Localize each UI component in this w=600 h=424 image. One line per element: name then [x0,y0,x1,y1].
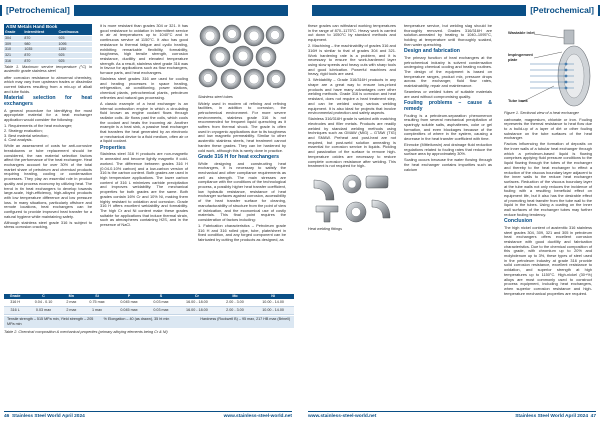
website-url[interactable]: www.stainless-steel-world.net [223,414,292,419]
list-item: 3. Best material selection; [4,132,49,138]
heading-grade-316h: Grade 316 H for heat exchangers [198,153,280,160]
table2-header: Mo [218,294,253,299]
table2-header: Ni [252,294,294,299]
table1-caption: Table 1. Maximum service temperature (°C) in austenitic grade stainless steel [4,64,92,74]
table-cell: 870 [23,53,57,59]
table2-caption: Table 2. Chemical composition & mechanical properties (primary alloying elements being Cr & Ni) [4,330,168,334]
paragraph: Einmcke (Mitteilunsln) and drainage fluid reduction regulations related to fouling rates that reduce the surface area by approximately 30%. [404,142,492,157]
website-url[interactable]: www.stainless-steel-world.net [308,414,377,419]
table-cell: 2 max [61,307,82,315]
page-number: 46 [4,414,10,419]
heading-design-fabrication: Design and fabrication [404,48,460,55]
right-footer-mag-page [515,414,596,419]
paragraph: Stainless steel grades 316 are used for cooling and heating processes in space heating, refrigeration, air conditioning, power stations, chemical plants, petrochemical plants, petroleum refineries and natural gas processing. [100,76,188,100]
mech-tensile: Tensile strength – 515 MPa min, Yield strength – 205 MPa min [7,317,94,326]
table-cell: 1 max [82,307,112,315]
table2 [4,294,294,335]
paragraph: A classic example of a heat exchanger is an internal combustion engine in which a circulating fluid known as engine coolant flows through radiator coils. Air flows past the coils, which cools the coolant and heats the incoming air. Another example is a heat sink, a passive heat exchanger that transfers the heat generated by an electronic or mechanical device to a fluid medium, often air or a liquid coolant. [100,100,189,144]
heading-properties: Properties [100,144,126,151]
table2-header: Grade [4,294,26,299]
paragraph: Widely used in modern oil refining and refining facilities, in addition to corrosion, the petrochemical environment. For more severe environments, stainless grade 316 is not recommended for frequent liquid quenching as it suffers from thermal shock. The grade is often used in cryogenic applications due to its toughness and low magnetic permeability. Similar to other austenitic stainless steels, heat treatment cannot harden these grades. They can be hardened by cold work, although this is rarely done in practice. [198,100,286,153]
table-cell: 1035 [23,47,57,53]
heading-conclusion: Conclusion [504,218,533,225]
paragraph: 1. Fabrication characteristics – Petroleum grade 316 H and 316 rolled pipe, tube, plate/sheet in fixed condition, and any forged component can be fabricated by cutting the products as designed, as [198,222,286,243]
paragraph: The primary function of heat exchangers at the petrochemical industry is solvent condensation undergoing chemical cooling and heating routines. The design of the equipment is based on temperature ranges, product mix, pressure drops across the exchanger, fluid flow rates, maintainability, repair and maintenance. [404,54,492,89]
paragraph: Scaling occurs because the water flowing through the heat exchanger contains impurities such as calcium [404,157,492,172]
table-cell: 925 [58,58,92,63]
table-cell: 309 [4,41,23,47]
left-column-2 [100,24,188,229]
table-cell: 925 [58,35,92,41]
table-row [4,299,294,307]
table-cell: 2 max [61,299,82,307]
table-cell: 0.04 - 0.10 [26,299,61,307]
paragraph: offer corrosion resistance to abnormal chemistry, which may vary from upstream trades or dissimilar current failures resulting from a mix-up of alkali and lube fluids. [4,74,92,94]
welding-fittings-photo [308,170,396,226]
table1-title: ASM Metals Hand Book [4,24,92,30]
composition-table [4,294,294,315]
table-cell: 16.00 - 18.00 [176,299,218,307]
left-column-3 [198,24,286,244]
table-cell: 10.00 - 14.00 [252,299,294,307]
paragraph: Stainless steel 316 H products are non-magnetic in annealed and become lightly magnetic if cold-worked. The difference between grades 316 H (0.04-0.10% carbon) and a low-carbon version of 316 is the carbon content. Both grades are used in high temperature applications. The lower carbon content of 316 L minimizes carbide precipitation and improves weldability. The mechanical properties for both grades are the same. Both grades contain 16% Cr and 10% Ni, making them highly resistant to oxidation and corrosion. Grade 316 H offers excellent weldability and formability. The high Cr and Ni content make these grades suitable for applications that induce thermal strain, such as atmospheres containing H2S, and in the presence of NaCl. [100,151,188,228]
table-cell: 10.00 - 14.00 [252,307,294,315]
table1 [4,30,92,64]
paragraph: A general procedure for identifying the most appropriate material for a heat exchanger application would consider the following: [4,107,92,123]
left-column-1 [4,24,92,231]
table1-header: Continuous [58,30,92,35]
table-cell: 16.00 - 18.00 [176,307,218,315]
paragraph: Factors influencing the formation of deposits on the inner walls of a tubular heat exchanger through which a petroleum-based liquid is flowing comprises applying fluid pressure conditions to the liquid flowing through the tubes of the exchanger and thereby to the heat exchanger to effect a reduction of the viscous boundary layer adjacent to the inner walls to the reduce heat exchanger surfaces. Reduction of the viscous boundary layer at the tube walls not only reduces the incidence of fouling with a resulting beneficial effect on equipment life, but it also has the desirable effect of promoting heat transfer from the tube wall to the liquid in the tubes. Using a coating on the inner wall surfaces of the exchanger tubes may further reduce fouling tendency. [504,141,592,217]
table-cell: 316 H [4,299,26,307]
table-cell: 1150 [58,47,92,53]
page-number: 47 [590,414,596,419]
table2-header: C [26,294,61,299]
paragraph: Although stainless steel grade 316 is subject to stress corrosion cracking, [4,219,92,230]
right-column-3 [504,24,592,298]
heading-material-selection: Material selection for heat exchangers [4,95,92,107]
table2-header: Mn [61,294,82,299]
mech-elongation: % Elongation – 40 (as drawn), 35 ht min [103,317,170,321]
table1-header: Intermittent [23,30,57,35]
heat-exchanger-diagram [504,24,592,110]
table-cell: 316 [4,58,23,63]
list-item: 2. Strategy evaluation; [4,127,43,133]
table-cell: 0.045 max [112,307,146,315]
magazine-name: Stainless Steel World April 2024 [515,414,588,419]
right-column-2 [404,24,492,174]
figure-caption: Figure 1. Sectional view of a heat exchanger [504,111,579,115]
table2-header: P [112,294,146,299]
section-label: [Petrochemical] [2,5,74,16]
table-cell: 321 [4,53,23,59]
mech-hardness: Hardness (Rockwell B) – 95 max, 217 HB max (Brinell) [200,317,291,321]
table-cell: 870 [23,58,57,63]
table-cell: 980 [23,41,57,47]
paragraph: While an assessment of costs for anti-corrosive breakdowns or tube replacement should be considered, the raw material selection factors affect the performance of the heat exchanger. Heat exchangers account for over 30% of the total market share of petroleum and chemical products requiring heating, cooling or condensation processes. They play an essential role in product quality and process economy by utilizing heat. The trend in tin heat exchangers to develop towards large-scale, high-efficiency, high-alloyed products with low temperature difference and low pressure loss. In many situations, particularly offshore and remote locations, heat exchangers can be configured to provide improved heat transfer for a natural hygiene while maintaining safety. [4,143,92,219]
table-cell: 0.03 max [26,307,61,315]
paragraph: 3. Weldability – Grade 316/316H products in any shape are a great way to ensure low-priced products and have many advantages over other welding methods. Grade 316 is corrosion and heat resistant, does not require a heat treatment step, and can be welded using various welding equipment. It is also ideal for projects that involve environmental protection and safety aspects. [308,77,396,116]
stainless-tubes-photo [198,24,286,94]
table-cell: 304 [4,35,23,41]
table-cell: 310 [4,47,23,53]
magazine-name: Stainless Steel World April 2024 [12,414,85,419]
paragraph: carbonate, magnesium, chloride or iron. Fouling represents the thermal resistance to heat flow due to a build-up of a layer of dirt or other fouling substance on the tube surfaces of the heat exchanger. [504,116,592,141]
table-row [4,58,92,63]
heading-fouling: Fouling problems – cause & remedy [404,99,492,112]
table2-header: Si [82,294,112,299]
table1-header: Grade [4,30,23,35]
paragraph: temperature service, but welding slag should be thoroughly removed. Grades 316/316H are solution-annealed by heating to 1040–1095°C, holding at temperature until thoroughly soaked, then water quenching. [404,23,492,47]
table-cell: 0.75 max [82,299,112,307]
table-cell: 316 L [4,307,26,315]
diagram-label-inlet: Wastable inlet [508,30,535,35]
table-cell: 2.00 - 3.00 [218,307,253,315]
paragraph: While designing and constructing heat exchangers, it is necessary to satisfy the mechanical and other compliance requirements as well as strength. The main stresses are compliance with the conditions of the technological process, a possibly higher heat transfer coefficient, low hydraulic resistance, resistance of heat exchanger surfaces against corrosion, accessibility of the heat transfer surface for cleaning, manufacturability of structure from the point of view of fabrication, and the economical use of costly materials. This final point requires the consideration of factors including: [198,160,287,222]
table-cell: 2.00 - 3.00 [218,299,253,307]
table-cell: 0.03 max [146,307,176,315]
list-item: 1. Requirements of the heat exchanger; [4,123,73,129]
paragraph: 2. Machining – the machinability of grades 316 and 316H is similar to that of grades 304 and 321. Work hardening rate is a problem, and it is necessary to ensure the work-hardened layer using slow speeds and heavy cuts with sharp tools and good lubrication. Powerful machines and heavy, rigid tools are used. [308,43,396,77]
table2-header: S [146,294,176,299]
table-cell: 0.045 max [112,299,146,307]
mechanical-properties-row [4,316,294,328]
left-footer-page-mag [4,414,85,419]
list-item: 4. Cost analysis. [4,137,33,143]
diagram-label-tube-bank: Tube bank [508,98,528,103]
photo-caption: Stainless steel tubes [198,95,233,99]
table-cell: 1095 [58,41,92,47]
right-page [300,0,600,424]
table2-header: Cr [176,294,218,299]
paragraph: Fouling is a petroleum-separation phenomenon resulting from several mechanical precipitation of sparingly soluble salts, asphaltenes, coke or gel formation, and even blockages because of the complexities of where in the system, causing a decrease in the heat transfer coefficient with time. [404,112,492,142]
paragraph: Stainless 316/316H grade is welded with matching electrodes and filler metals. Products are readily welded by standard welding methods using techniques such as GMAW (MIG) – GTAW (TIG) and SMAW. Preheat and post-heat are not required, but post-weld solution annealing is essential for corrosion service in liquids. Pickling and passivation of the surface to remove high-temperature oxides are necessary to restore complete corrosion resistance after welding. This treatment is not required for high- [308,116,396,169]
paragraph: these grades can withstand working temperatures in the range of 870–1175°C. Heavy work is carried out down to 1050°C by standard methods and equipment. [308,23,396,43]
diagram-label-plate: Impingement plate [508,52,533,62]
right-footer [308,411,596,419]
left-footer [4,411,292,419]
table-cell: 0.03 max [146,299,176,307]
right-column-1 [308,24,396,234]
section-label: [Petrochemical] [526,5,598,16]
table-row [4,307,294,315]
table-cell: 870 [23,35,57,41]
paragraph: The high nickel content of austenitic 316 stainless steel grades 304, 309, 321 and 305 in petroleum heat exchangers offers excellent corrosion resistance with good ductility and fabrication characteristics. Due to the chemical composition of this grade, with chromium up to 20% and molybdenum up to 3%, these types of steel used in the petroleum industry at grade 316 provide solid corrosion resistance, excellent resistance to oxidation, and superior strength at high temperatures up to 1150°C. High-nickel (30+%) alloys are most commonly used to construct process equipment, including heat exchangers, when superior corrosion resistance and high-temperature mechanical properties are required. [504,224,592,296]
photo-caption: Heat welding fittings [308,227,342,232]
paragraph: it is more resistant than grades 304 or 321. It has good resistance to oxidation in intermittent service in air at temperatures up to 1040°C and in continuous service at 1150°C. It also has good resistance to thermal fatigue and cyclic heating, exhibiting remarkable flexibility, formability, toughness, high tensile strength, corrosion resistance, ductility and elevated temperature strength. As a result, stainless steel grade 316 was in favour for applications such as flow exchangers, furnace parts, and heat exchangers. [100,23,188,76]
table-cell: 925 [58,53,92,59]
paragraph: Seamless or welded tubes of suitable materials are used without compromising quality. [404,89,492,99]
